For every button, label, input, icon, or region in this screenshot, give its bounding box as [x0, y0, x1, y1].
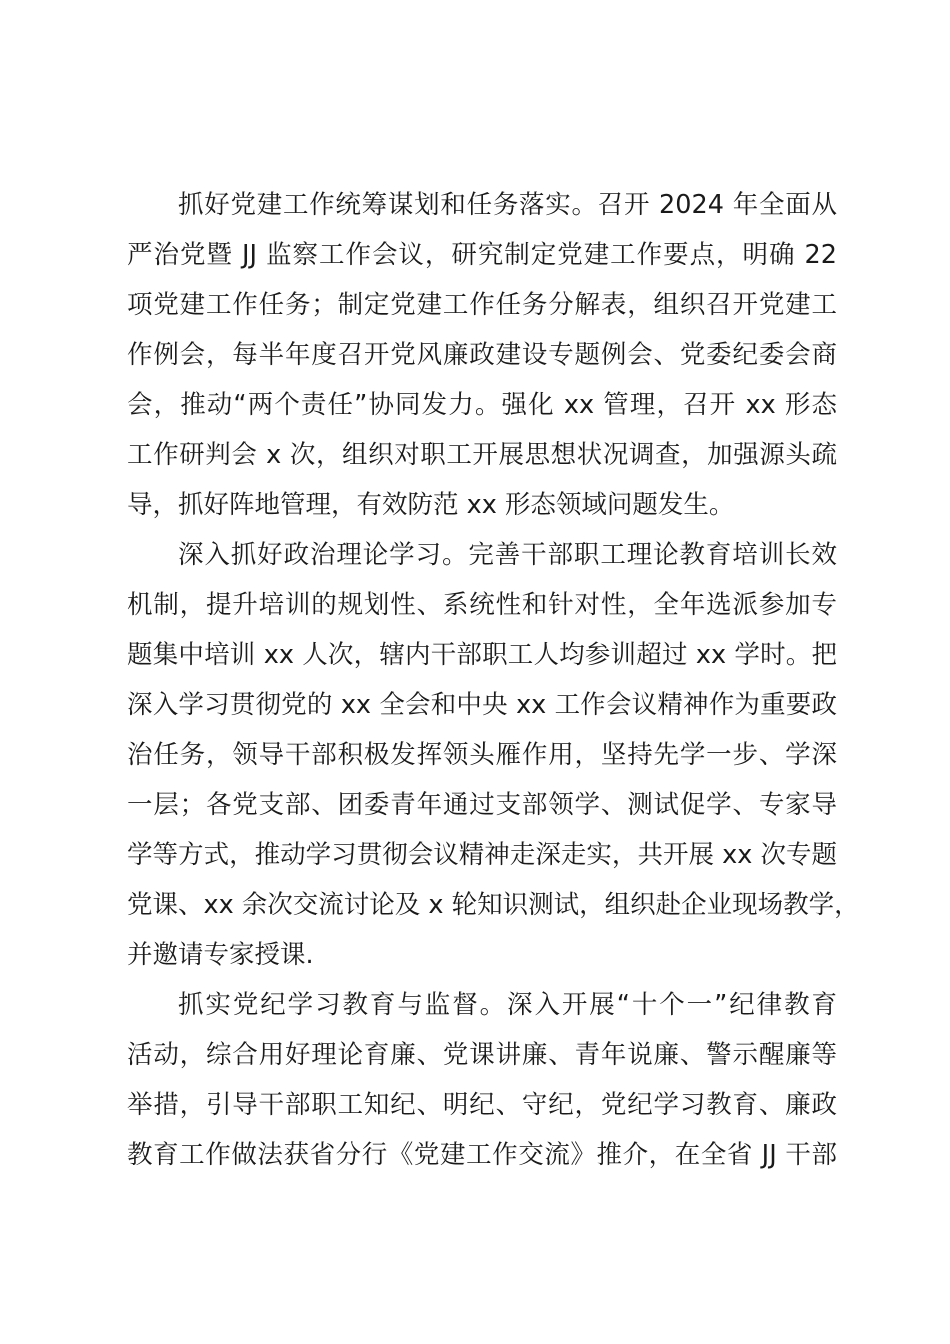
paragraph-discipline-education — [127, 980, 837, 1180]
text-line: 严治党暨 JJ 监察工作会议，研究制定党建工作要点，明确 22 — [127, 240, 837, 270]
text-line: 学等方式，推动学习贯彻会议精神走深走实，共开展 xx 次专题 — [127, 840, 837, 870]
text-line: 抓好党建工作统筹谋划和任务落实。召开 2024 年全面从 — [178, 190, 837, 220]
text-line: 一层；各党支部、团委青年通过支部领学、测试促学、专家导 — [127, 790, 837, 820]
text-line: 导，抓好阵地管理，有效防范 xx 形态领域问题发生。 — [127, 490, 735, 520]
text-line: 会，推动“两个责任”协同发力。强化 xx 管理，召开 xx 形态 — [127, 390, 837, 420]
text-line: 工作研判会 x 次，组织对职工开展思想状况调查，加强源头疏 — [127, 440, 837, 470]
paragraph-political-theory-study — [127, 530, 860, 980]
text-line: 抓实党纪学习教育与监督。深入开展“十个一”纪律教育 — [178, 990, 837, 1020]
text-line: 举措，引导干部职工知纪、明纪、守纪，党纪学习教育、廉政 — [127, 1090, 837, 1120]
text-line: 机制，提升培训的规划性、系统性和针对性，全年选派参加专 — [127, 590, 837, 620]
text-line: 活动，综合用好理论育廉、党课讲廉、青年说廉、警示醒廉等 — [127, 1040, 837, 1070]
document-body — [127, 180, 860, 1180]
text-line: 教育工作做法获省分行《党建工作交流》推介，在全省 JJ 干部 — [127, 1140, 837, 1170]
text-line: 项党建工作任务；制定党建工作任务分解表，组织召开党建工 — [127, 290, 837, 320]
text-line: 题集中培训 xx 人次，辖内干部职工人均参训超过 xx 学时。把 — [127, 640, 837, 670]
text-line: 并邀请专家授课. — [127, 940, 314, 970]
text-line: 深入抓好政治理论学习。完善干部职工理论教育培训长效 — [178, 540, 837, 570]
text-line: 作例会，每半年度召开党风廉政建设专题例会、党委纪委会商 — [127, 340, 837, 370]
text-line: 党课、xx 余次交流讨论及 x 轮知识测试，组织赴企业现场教学， — [127, 890, 860, 920]
paragraph-party-building-planning — [127, 180, 837, 530]
text-line: 深入学习贯彻党的 xx 全会和中央 xx 工作会议精神作为重要政 — [127, 690, 837, 720]
text-line: 治任务，领导干部积极发挥领头雁作用，坚持先学一步、学深 — [127, 740, 837, 770]
